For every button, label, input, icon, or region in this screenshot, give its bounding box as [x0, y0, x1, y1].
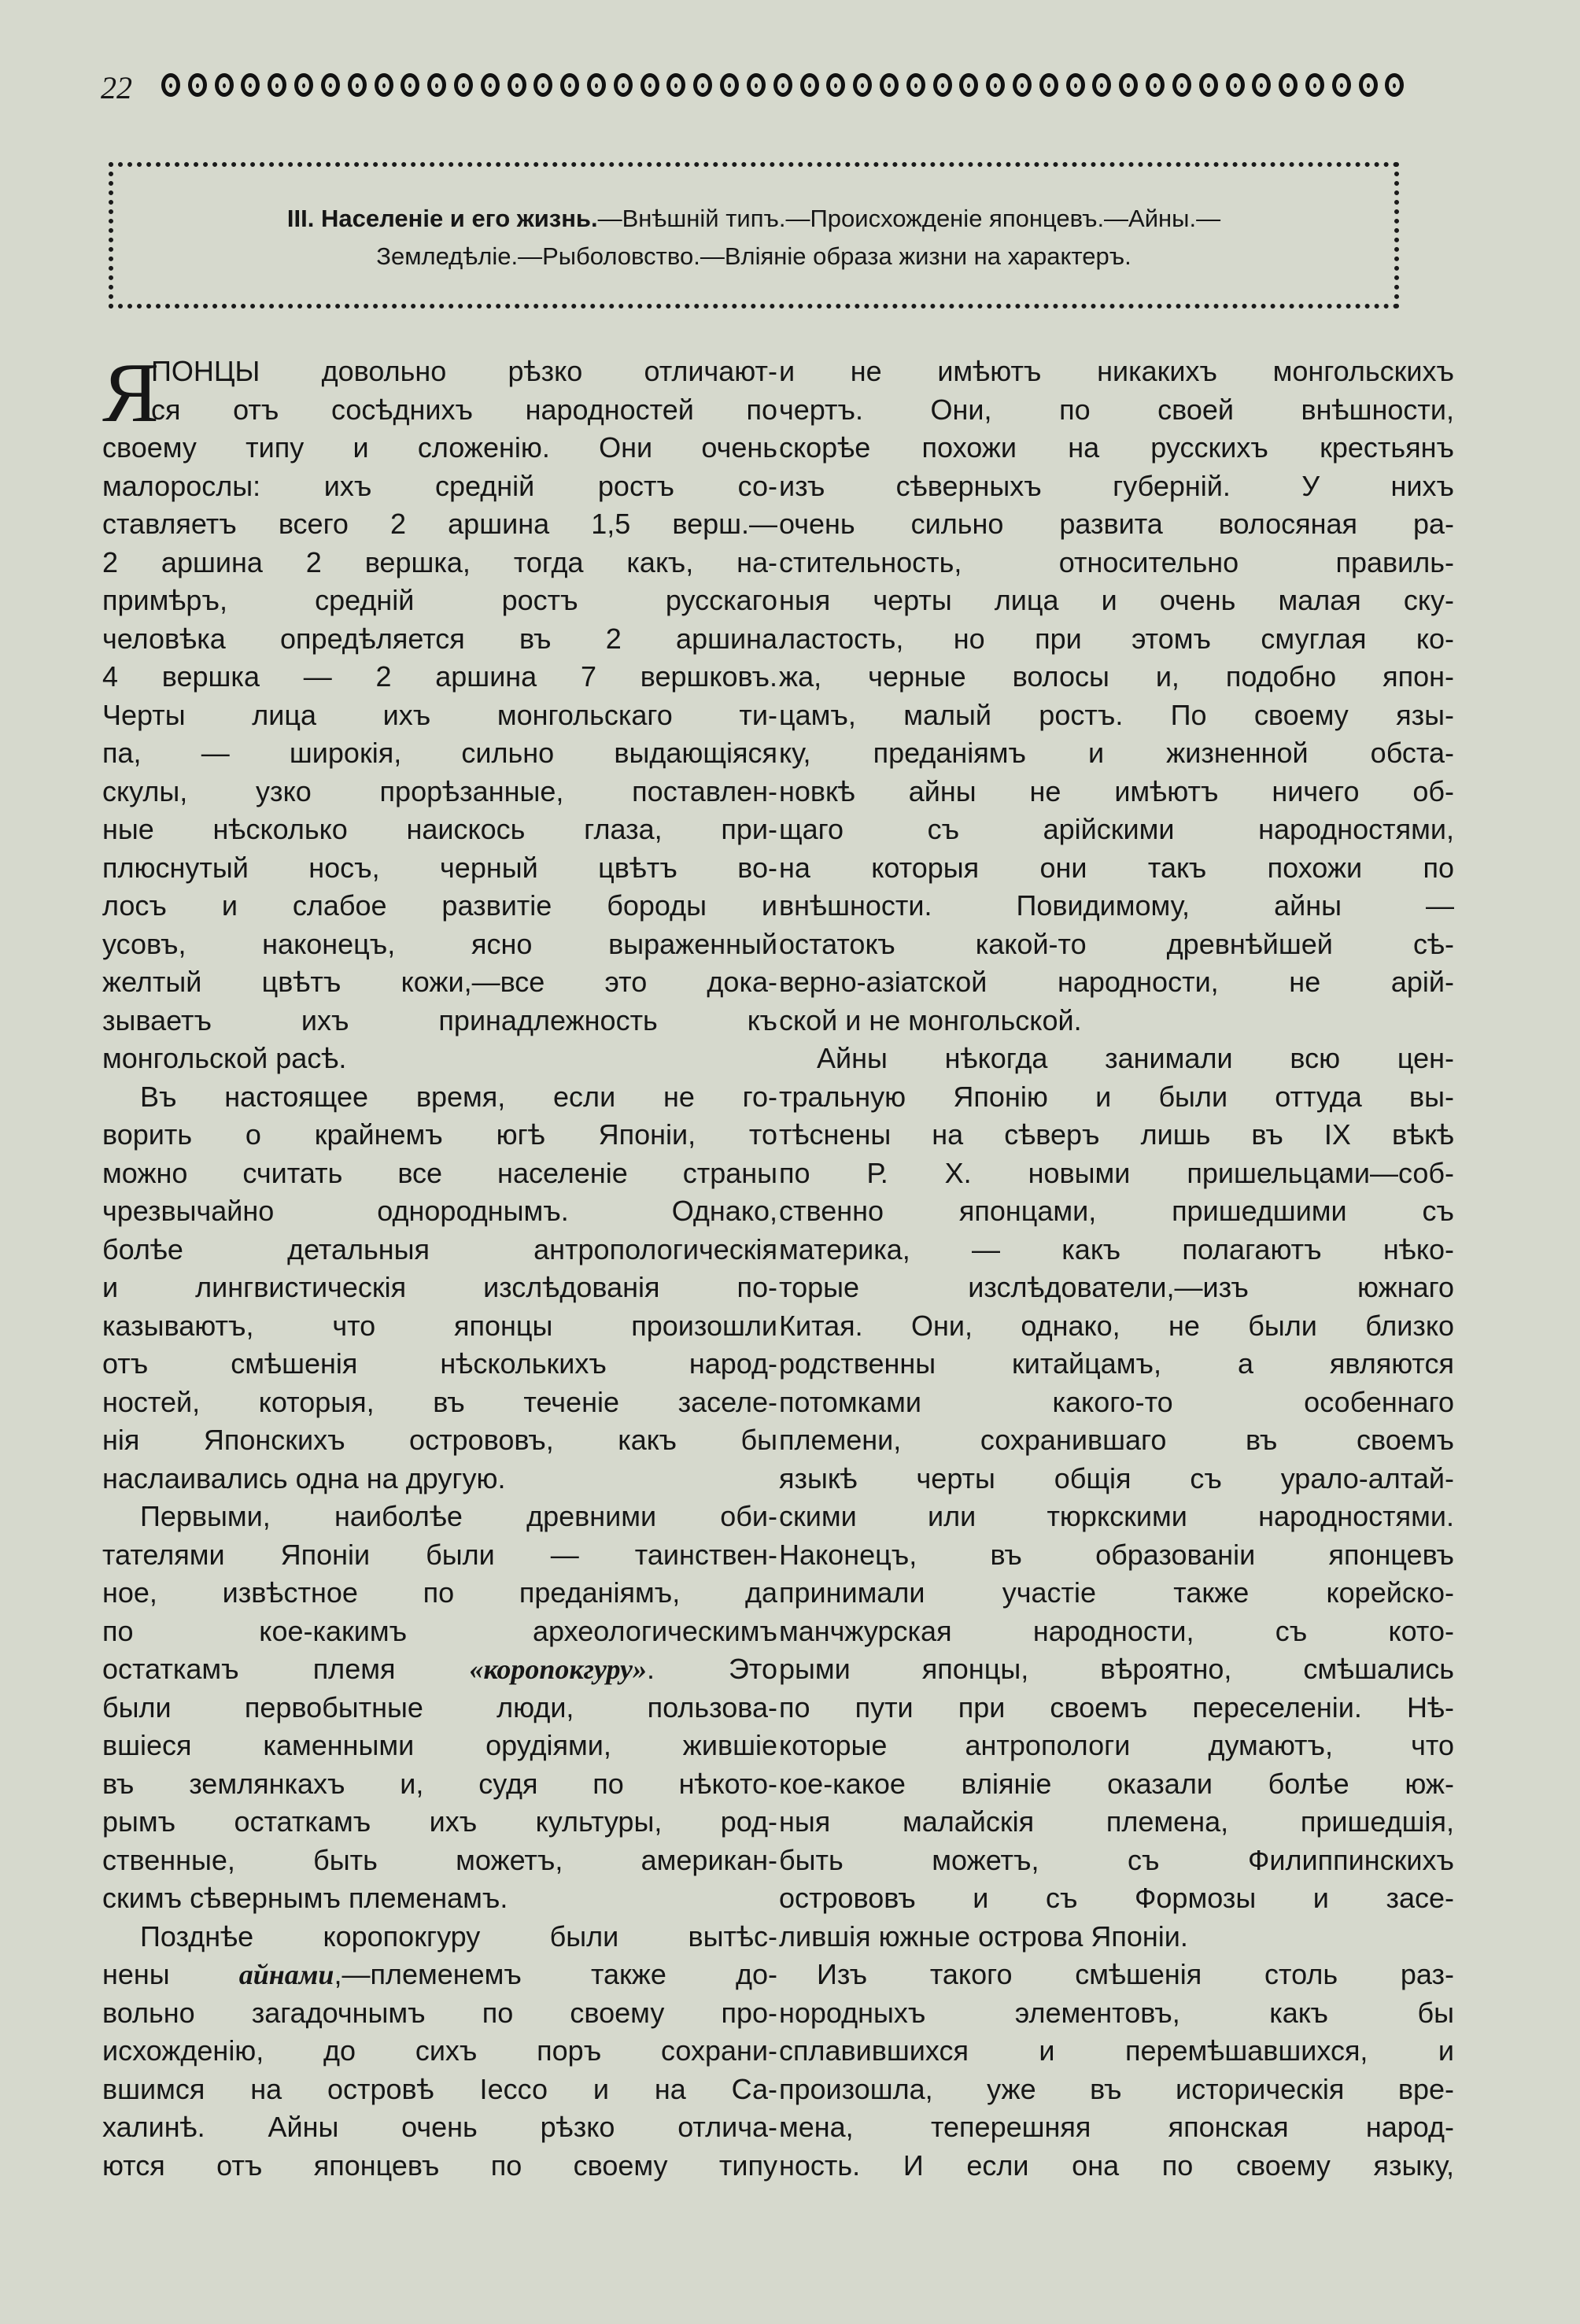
text-line: языкѣ черты общія съ урало-алтай-: [779, 1461, 1454, 1495]
text-segment: . Это: [646, 1653, 778, 1685]
text-line: тателями Японіи были — таинствен-: [102, 1538, 777, 1571]
ornament-ring-icon: [1146, 73, 1165, 97]
chapter-summary-box: [109, 162, 1399, 309]
ornament-ring-icon: [294, 73, 313, 97]
ornament-ring-icon: [986, 73, 1005, 97]
text-line: Айны нѣкогда занимали всю цен-: [817, 1042, 1454, 1074]
ornament-ring-icon: [1039, 73, 1058, 97]
text-line: щаго съ арійскими народностями,: [779, 813, 1454, 845]
ornament-ring-icon: [666, 73, 685, 97]
text-line: тральную Японію и были оттуда вы-: [779, 1080, 1454, 1113]
text-line: болѣе детальныя антропологическія: [102, 1232, 777, 1265]
ornament-ring-icon: [906, 73, 925, 97]
ornament-ring-icon: [215, 73, 234, 97]
text-line: Наконецъ, въ образованіи японцевъ: [779, 1538, 1454, 1571]
text-line: желтый цвѣтъ кожи,—все это дока-: [102, 966, 777, 998]
page-number: 22: [101, 70, 132, 105]
text-line: Позднѣе коропокгуру были вытѣс-: [140, 1919, 777, 1953]
text-line: кое-какое вліяніе оказали болѣе юж-: [779, 1767, 1454, 1800]
text-line: манчжурская народности, съ кото-: [779, 1614, 1454, 1647]
left-column: [102, 346, 778, 2185]
text-line: принимали участіе также корейско-: [779, 1576, 1454, 1609]
ornament-ring-icon: [161, 73, 180, 97]
text-line: по пути при своемъ переселеніи. Нѣ-: [779, 1690, 1454, 1724]
ornament-ring-icon: [933, 73, 952, 97]
ornament-ring-icon: [533, 73, 552, 97]
chapter-summary-line-2: Земледѣліе.—Рыболовство.—Вліяніе образа жизни на характеръ.: [376, 242, 1131, 270]
text-line: нія Японскихъ острововъ, какъ бы: [102, 1424, 777, 1456]
text-line: зываетъ ихъ принадлежность къ: [102, 1003, 777, 1036]
ornament-ring-icon: [1332, 73, 1351, 97]
text-line: человѣка опредѣляется въ 2 аршина: [102, 622, 777, 655]
text-line: нородныхъ элементовъ, какъ бы: [779, 1996, 1454, 2029]
text-line: Первыми, наиболѣе древними оби-: [140, 1500, 777, 1532]
ornament-ring-icon: [508, 73, 526, 97]
ornament-ring-icon: [747, 73, 766, 97]
text-line: ность. И если она по своему языку,: [779, 2148, 1454, 2182]
ornament-ring-icon: [1172, 73, 1191, 97]
ornament-ring-icon: [1359, 73, 1378, 97]
text-line: па, — широкія, сильно выдающіяся: [102, 737, 777, 769]
text-line: ственно японцами, пришедшими съ: [779, 1195, 1454, 1227]
text-line: быть можетъ, съ Филиппинскихъ: [779, 1843, 1454, 1876]
text-line: новкѣ айны не имѣютъ ничего об-: [779, 774, 1454, 807]
ornament-ring-icon: [614, 73, 633, 97]
text-line: тѣснены на сѣверъ лишь въ IX вѣкѣ: [779, 1118, 1454, 1151]
text-line: вшимся на островѣ Іессо и на Са-: [102, 2072, 777, 2105]
ornament-ring-icon: [454, 73, 473, 97]
ornament-ring-icon: [800, 73, 819, 97]
ornament-ring-icon: [1226, 73, 1245, 97]
text-line: были первобытные люди, пользова-: [102, 1690, 777, 1724]
ornament-ring-icon: [321, 73, 340, 97]
ornament-ring-icon: [1199, 73, 1218, 97]
ornament-ring-icon: [241, 73, 260, 97]
ornament-ring-icon: [1092, 73, 1111, 97]
emphasized-term: айнами: [238, 1959, 334, 1990]
text-line: ворить о крайнемъ югѣ Японіи, то: [102, 1118, 777, 1151]
text-line: плюснутый носъ, черный цвѣтъ во-: [102, 851, 777, 884]
text-line: по кое-какимъ археологическимъ: [102, 1614, 777, 1647]
decorative-ornament-rule: [161, 73, 1405, 105]
text-line: усовъ, наконецъ, ясно выраженный: [102, 927, 777, 960]
text-line: ные нѣсколько наискось глаза, при-: [102, 813, 777, 845]
chapter-title: III. Населеніе и его жизнь.: [286, 205, 598, 232]
drop-cap: Я: [102, 346, 160, 440]
chapter-topics: —Внѣшній типъ.—Происхожденіе японцевъ.—Айны.—: [597, 205, 1221, 232]
text-segment: нены: [102, 1958, 239, 1990]
right-column: [779, 353, 1454, 2185]
text-line: 2 аршина 2 вершка, тогда какъ, на-: [102, 545, 777, 578]
text-line: казываютъ, что японцы произошли: [102, 1309, 777, 1342]
ornament-ring-icon: [427, 73, 446, 97]
text-line: [102, 1956, 777, 1994]
text-line: ской и не монгольской.: [779, 1003, 1082, 1036]
text-line: произошла, уже въ историческія вре-: [779, 2072, 1454, 2105]
text-line: монгольской расѣ.: [102, 1042, 347, 1074]
text-line: ся отъ сосѣднихъ народностей по: [151, 393, 777, 426]
ornament-ring-icon: [1013, 73, 1032, 97]
text-line: скулы, узко прорѣзанные, поставлен-: [102, 774, 777, 807]
text-line: стительность, относительно правиль-: [779, 545, 1454, 578]
text-line: скорѣе похожи на русскихъ крестьянъ: [779, 431, 1454, 464]
text-line: рымъ остаткамъ ихъ культуры, род-: [102, 1805, 777, 1838]
ornament-ring-icon: [587, 73, 606, 97]
ornament-ring-icon: [188, 73, 207, 97]
text-line: ПОНЦЫ довольно рѣзко отличают-: [151, 355, 777, 387]
chapter-summary-line-1: [113, 200, 1394, 238]
text-line: очень сильно развита волосяная ра-: [779, 508, 1454, 540]
text-line: ются отъ японцевъ по своему типу: [102, 2148, 777, 2182]
text-line: отъ смѣшенія нѣсколькихъ народ-: [102, 1347, 777, 1380]
text-line: въ землянкахъ и, судя по нѣкото-: [102, 1767, 777, 1800]
text-line: своему типу и сложенію. Они очень: [102, 431, 777, 464]
text-segment: остаткамъ племя: [102, 1653, 470, 1685]
text-line: и лингвистическія изслѣдованія по-: [102, 1271, 777, 1303]
text-line: Китая. Они, однако, не были близко: [779, 1309, 1454, 1342]
text-line: чрезвычайно однороднымъ. Однако,: [102, 1195, 777, 1227]
text-line: ку, преданіямъ и жизненной обста-: [779, 737, 1454, 769]
ornament-ring-icon: [1279, 73, 1298, 97]
text-line: остатокъ какой-то древнѣйшей сѣ-: [779, 927, 1454, 960]
ornament-ring-icon: [560, 73, 579, 97]
text-line: изъ сѣверныхъ губерній. У нихъ: [779, 469, 1454, 502]
text-line: скими или тюркскими народностями.: [779, 1500, 1454, 1532]
ornament-ring-icon: [1385, 73, 1404, 97]
text-line: ныя малайскія племена, пришедшія,: [779, 1805, 1454, 1838]
ornament-ring-icon: [268, 73, 286, 97]
text-line: исхожденію, до сихъ поръ сохрани-: [102, 2034, 777, 2067]
text-line: рыми японцы, вѣроятно, смѣшались: [779, 1653, 1454, 1685]
ornament-ring-icon: [640, 73, 659, 97]
text-line: скимъ сѣвернымъ племенамъ.: [102, 1882, 508, 1914]
text-line: вольно загадочнымъ по своему про-: [102, 1996, 777, 2029]
text-line: торые изслѣдователи,—изъ южнаго: [779, 1271, 1454, 1303]
ornament-ring-icon: [1119, 73, 1138, 97]
text-line: Изъ такого смѣшенія столь раз-: [817, 1958, 1454, 1990]
text-line: чертъ. Они, по своей внѣшности,: [779, 393, 1454, 426]
ornament-ring-icon: [693, 73, 712, 97]
text-line: малорослы: ихъ средній ростъ со-: [102, 469, 777, 502]
text-line: лившія южные острова Японіи.: [779, 1919, 1188, 1953]
text-line: наслаивались одна на другую.: [102, 1461, 506, 1495]
text-line: племени, сохранившаго въ своемъ: [779, 1424, 1454, 1456]
text-line: ственные, быть можетъ, американ-: [102, 1843, 777, 1876]
ornament-ring-icon: [1305, 73, 1324, 97]
emphasized-term: «коропокгуру»: [469, 1653, 647, 1685]
text-line: Въ настоящее время, если не го-: [140, 1080, 777, 1113]
ornament-ring-icon: [401, 73, 419, 97]
text-line: цамъ, малый ростъ. По своему язы-: [779, 698, 1454, 731]
ornament-ring-icon: [375, 73, 393, 97]
text-line: Черты лица ихъ монгольскаго ти-: [102, 698, 777, 731]
text-line: вшіеся каменными орудіями, жившіе: [102, 1729, 777, 1761]
ornament-ring-icon: [348, 73, 367, 97]
text-line: примѣръ, средній ростъ русскаго: [102, 584, 777, 616]
text-line: мена, теперешняя японская народ-: [779, 2111, 1454, 2143]
ornament-ring-icon: [720, 73, 739, 97]
ornament-ring-icon: [880, 73, 899, 97]
ornament-ring-icon: [1252, 73, 1271, 97]
text-segment: ,—племенемъ также до-: [334, 1958, 777, 1990]
text-line: острововъ и съ Формозы и засе-: [779, 1882, 1454, 1914]
text-line: ставляетъ всего 2 аршина 1,5 верш.—: [102, 508, 777, 540]
text-line: и не имѣютъ никакихъ монгольскихъ: [779, 355, 1454, 387]
text-line: внѣшности. Повидимому, айны —: [779, 889, 1454, 922]
text-line: жа, черные волосы и, подобно япон-: [779, 660, 1454, 693]
text-line: 4 вершка — 2 аршина 7 вершковъ.: [102, 660, 777, 693]
ornament-ring-icon: [853, 73, 872, 97]
text-line: родственны китайцамъ, а являются: [779, 1347, 1454, 1380]
ornament-ring-icon: [826, 73, 845, 97]
ornament-ring-icon: [481, 73, 500, 97]
text-line: верно-азіатской народности, не арій-: [779, 966, 1454, 998]
text-line: которые антропологи думаютъ, что: [779, 1729, 1454, 1761]
text-line: ностей, которыя, въ теченіе заселе-: [102, 1385, 777, 1418]
text-line: халинѣ. Айны очень рѣзко отлича-: [102, 2111, 777, 2143]
text-line: сплавившихся и перемѣшавшихся, и: [779, 2034, 1454, 2067]
text-line: материка, — какъ полагаютъ нѣко-: [779, 1232, 1454, 1265]
text-line: по Р. Х. новыми пришельцами—соб-: [779, 1156, 1454, 1189]
ornament-ring-icon: [1066, 73, 1085, 97]
text-line: ное, извѣстное по преданіямъ, да: [102, 1576, 777, 1609]
text-line: потомками какого-то особеннаго: [779, 1385, 1454, 1418]
ornament-ring-icon: [959, 73, 978, 97]
text-line: лосъ и слабое развитіе бороды и: [102, 889, 777, 922]
ornament-ring-icon: [773, 73, 792, 97]
text-line: ныя черты лица и очень малая ску-: [779, 584, 1454, 616]
text-line: ластость, но при этомъ смуглая ко-: [779, 622, 1454, 655]
text-line: на которыя они такъ похожи по: [779, 851, 1454, 884]
text-line: можно считать все населеніе страны: [102, 1156, 777, 1189]
text-line: [102, 1650, 777, 1689]
